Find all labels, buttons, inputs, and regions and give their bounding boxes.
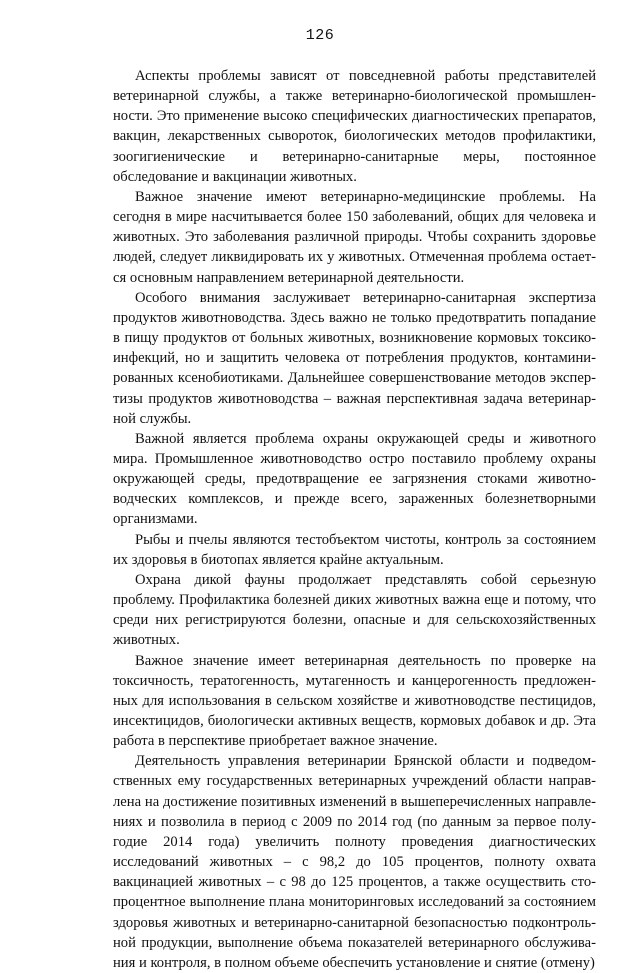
page-number: 126 (305, 27, 335, 44)
paragraph-aspects: Аспекты проблемы зависят от повседневной работы представителей ветеринарной службы, а также ветеринарно-биологической промышленности. Это применение высоко специфических диагностических препаратов, вакцин, лекарственных сывороток, биологических методов профилактики, зоогигиенические и ветеринарно-санитарные меры, постоянное обследование и вакцинации животных. (113, 68, 596, 185)
paragraph-wild-fauna: Охрана дикой фауны продолжает представлять собой серьезную проблему. Профилактика болезней диких животных важна еще и потому, что среди них регистрируются болезни, опасные и для сельскохозяйственных животных. (113, 571, 596, 649)
paragraph-sanitary-expertise: Особого внимания заслуживает ветеринарно-санитарная экспертиза продуктов животноводства. Здесь важно не только предотвратить попадание в пищу продуктов от больных животных, возникновение кормовых токсикоинфекций, но и защитить человека от потребления продуктов, контаминированных ксенобиотиками. Дальнейшее совершенствование методов экспертизы продуктов животноводства – важная перспективная задача ветеринарной службы. (113, 289, 596, 427)
paragraph-toxicity-testing: Важное значение имеет ветеринарная деятельность по проверке на токсичность, тератогенность, мутагенность и канцерогенность предложенных для использования в сельском хозяйстве и животноводстве пестицидов, инсектицидов, биологически активных веществ, кормовых добавок и др. Эта работа в перспективе приобретает важное значение. (113, 652, 596, 750)
body-text (113, 66, 596, 973)
paragraph-environment-protection: Важной является проблема охраны окружающей среды и животного мира. Промышленное животноводство остро поставило проблему охраны окружающей среды, предотвращение ее загрязнения стоками животноводческих комплексов, и прежде всего, зараженных болезнетворными организмами. (113, 430, 596, 528)
paragraph-bryansk-administration: Деятельность управления ветеринарии Брянской области и подведомственных ему государственных ветеринарных учреждений области направлена на достижение позитивных изменений в вышеперечисленных направлениях и позволила в период с 2009 по 2014 год (по данным за первое полугодие 2014 года) увеличить полноту проведения диагностических исследований животных – с 98,2 до 105 процентов, полноту охвата вакцинацией животных – с 98 до 125 процентов, а также осуществить стопроцентное выполнение плана мониторинговых исследований за состоянием здоровья животных и ветеринарно-санитарной безопасностью подконтрольной продукции, выполнение объема показателей ветеринарного обслуживания и контроля, в полном объеме обеспечить установление и снятие (отмену) (113, 753, 596, 971)
paragraph-vet-medical-problems: Важное значение имеют ветеринарно-медицинские проблемы. На сегодня в мире насчитывается более 150 заболеваний, общих для человека и животных. Это заболевания различной природы. Чтобы сохранить здоровье людей, следует ликвидировать их у животных. Отмеченная проблема остается основным направлением ветеринарной деятельности. (113, 188, 596, 286)
paragraph-fish-bees: Рыбы и пчелы являются тестобъектом чистоты, контроль за состоянием их здоровья в биотопах является крайне актуальным. (113, 531, 596, 568)
